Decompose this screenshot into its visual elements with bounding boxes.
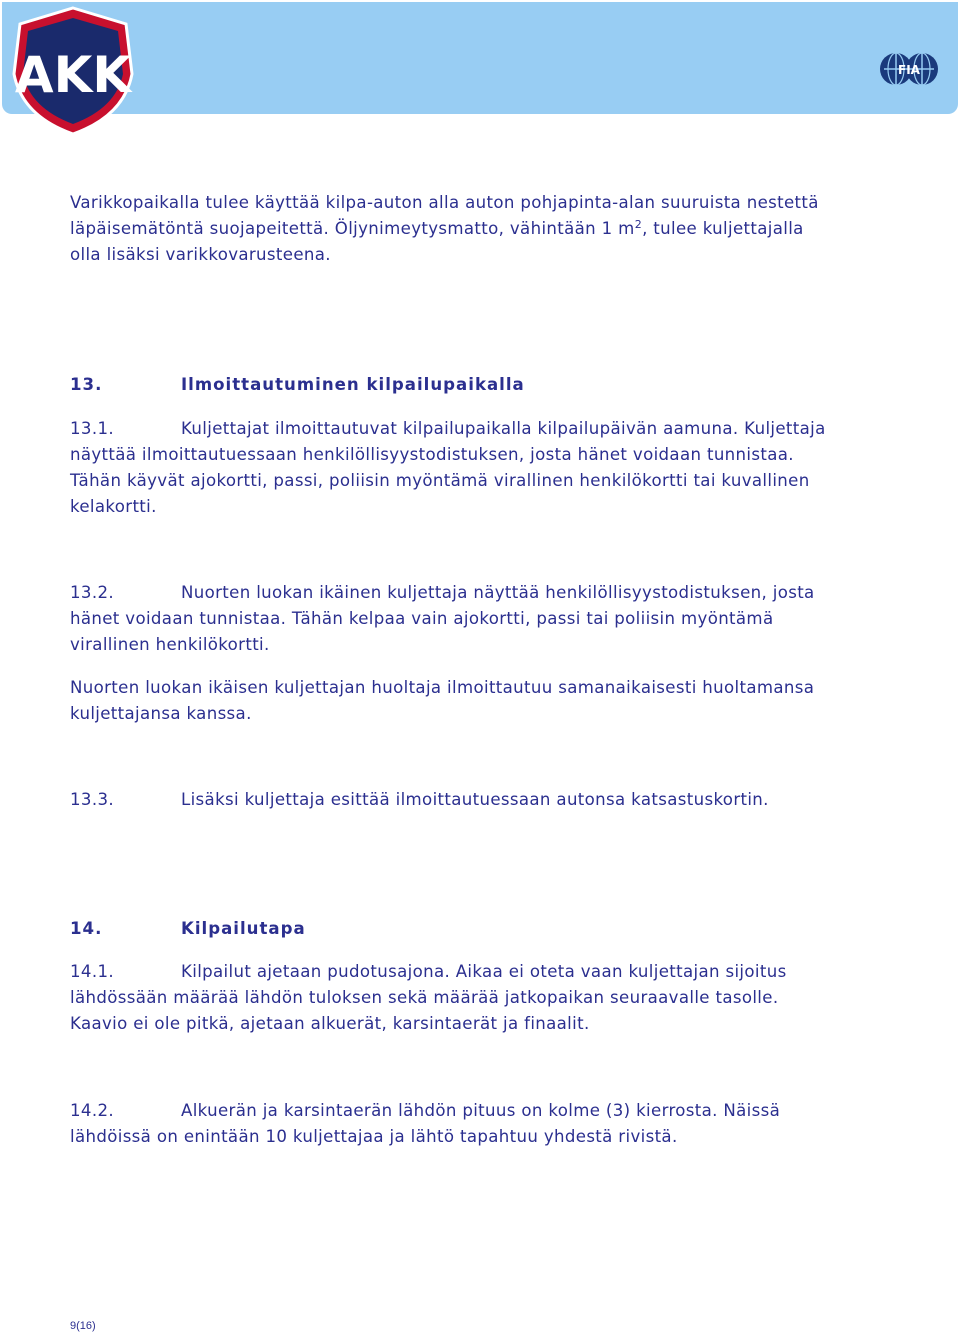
section-number: 13.	[70, 375, 103, 394]
superscript: 2	[634, 218, 643, 231]
fia-logo-text: FIA	[898, 63, 920, 77]
paragraph-line: kuljettajansa kanssa.	[70, 704, 252, 723]
paragraph-line: Nuorten luokan ikäisen kuljettajan huoltaja ilmoittautuu samanaikaisesti huoltamansa	[70, 678, 815, 697]
section-number: 14.	[70, 919, 103, 938]
paragraph-line: Nuorten luokan ikäinen kuljettaja näyttää henkilöllisyystodistuksen, josta	[181, 583, 815, 602]
paragraph-number: 14.1.	[70, 962, 114, 981]
intro-line: läpäisemätöntä suojapeitettä. Öljynimeytysmatto, vähintään 1 m	[70, 219, 635, 238]
header-band	[2, 2, 958, 114]
paragraph-line: hänet voidaan tunnistaa. Tähän kelpaa vain ajokortti, passi tai poliisin myöntämä	[70, 609, 774, 628]
paragraph-number: 13.3.	[70, 790, 114, 809]
section-14-heading	[70, 916, 900, 942]
paragraph-line: lähdössään määrää lähdön tuloksen sekä määrää jatkopaikan seuraavalle tasolle.	[70, 988, 779, 1007]
paragraph-line: lähdöissä on enintään 10 kuljettajaa ja lähtö tapahtuu yhdestä rivistä.	[70, 1127, 678, 1146]
paragraph-13-3	[70, 787, 900, 813]
fia-logo	[878, 46, 940, 92]
paragraph-13-1	[70, 416, 900, 520]
paragraph-number: 14.2.	[70, 1101, 114, 1120]
paragraph-13-2b	[70, 675, 900, 727]
section-title: Kilpailutapa	[181, 919, 306, 938]
paragraph-line: Kilpailut ajetaan pudotusajona. Aikaa ei oteta vaan kuljettajan sijoitus	[181, 962, 787, 981]
intro-paragraph	[70, 190, 900, 268]
intro-line: Varikkopaikalla tulee käyttää kilpa-auton alla auton pohjapinta-alan suuruista nestettä	[70, 193, 819, 212]
section-title: Ilmoittautuminen kilpailupaikalla	[181, 375, 525, 394]
paragraph-line: Alkuerän ja karsintaerän lähdön pituus on kolme (3) kierrosta. Näissä	[181, 1101, 781, 1120]
page-number: 9(16)	[70, 1320, 96, 1332]
paragraph-line: Kuljettajat ilmoittautuvat kilpailupaikalla kilpailupäivän aamuna. Kuljettaja	[181, 419, 826, 438]
paragraph-14-1	[70, 959, 900, 1037]
paragraph-14-2	[70, 1098, 900, 1150]
paragraph-number: 13.1.	[70, 419, 114, 438]
intro-line: olla lisäksi varikkovarusteena.	[70, 245, 331, 264]
paragraph-line: Lisäksi kuljettaja esittää ilmoittautuessaan autonsa katsastuskortin.	[181, 790, 769, 809]
paragraph-line: Tähän käyvät ajokortti, passi, poliisin myöntämä virallinen henkilökortti tai kuvallinen	[70, 471, 810, 490]
intro-line: , tulee kuljettajalla	[642, 219, 804, 238]
section-13-heading	[70, 372, 900, 398]
paragraph-line: kelakortti.	[70, 497, 157, 516]
paragraph-number: 13.2.	[70, 583, 114, 602]
paragraph-line: näyttää ilmoittautuessaan henkilöllisyystodistuksen, josta hänet voidaan tunnistaa.	[70, 445, 794, 464]
akk-logo	[6, 4, 140, 138]
paragraph-13-2	[70, 580, 900, 658]
paragraph-line: virallinen henkilökortti.	[70, 635, 270, 654]
paragraph-line: Kaavio ei ole pitkä, ajetaan alkuerät, karsintaerät ja finaalit.	[70, 1014, 590, 1033]
akk-logo-text: AKK	[14, 46, 132, 104]
